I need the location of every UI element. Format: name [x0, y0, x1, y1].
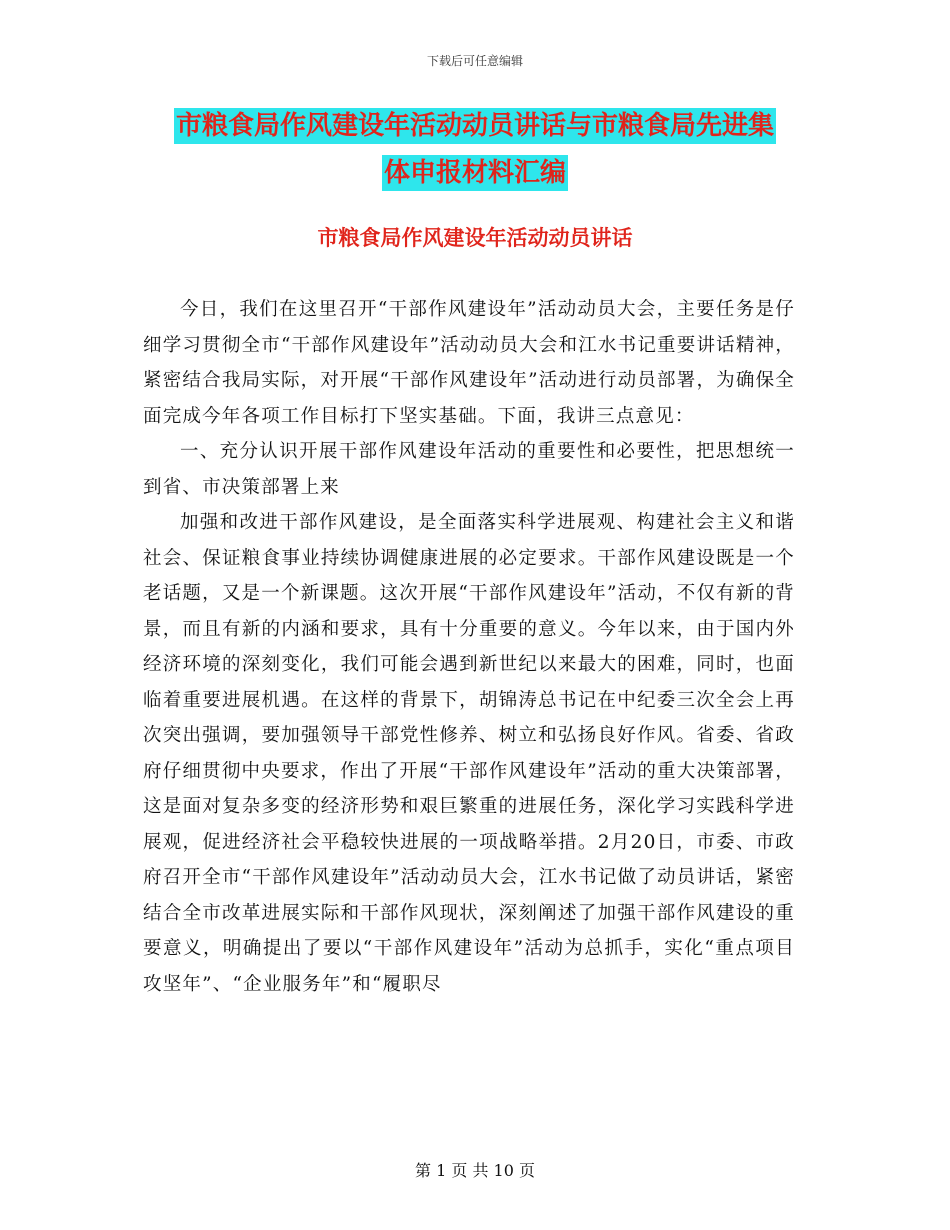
document-title: [140, 108, 810, 202]
paragraph: 今日，我们在这里召开“干部作风建设年”活动动员大会，主要任务是仔细学习贯彻全市“干部作风建设年”活动动员大会和江水书记重要讲话精神，紧密结合我局实际，对开展“干部作风建设年”活动进行动员部署，为确保全面完成今年各项工作目标打下坚实基础。下面，我讲三点意见：: [143, 299, 795, 427]
title-line-2: 体申报材料汇编: [382, 155, 568, 191]
title-line-1: 市粮食局作风建设年活动动员讲话与市粮食局先进集: [174, 108, 776, 144]
paragraph: 加强和改进干部作风建设，是全面落实科学进展观、构建社会主义和谐社会、保证粮食事业持续协调健康进展的必定要求。干部作风建设既是一个老话题，又是一个新课题。这次开展“干部作风建设年”活动，不仅有新的背景，而且有新的内涵和要求，具有十分重要的意义。今年以来，由于国内外经济环境的深刻变化，我们可能会遇到新世纪以来最大的困难，同时，也面临着重要进展机遇。在这样的背景下，胡锦涛总书记在中纪委三次全会上再次突出强调，要加强领导干部党性修养、树立和弘扬良好作风。省委、省政府仔细贯彻中央要求，作出了开展“干部作风建设年”活动的重大决策部署，这是面对复杂多变的经济形势和艰巨繁重的进展任务，深化学习实践科学进展观，促进经济社会平稳较快进展的一项战略举措。2月20日，市委、市政府召开全市“干部作风建设年”活动动员大会，江水书记做了动员讲话，紧密结合全市改革进展实际和干部作风现状，深刻阐述了加强干部作风建设的重要意义，明确提出了要以“干部作风建设年”活动为总抓手，实化“重点项目攻坚年”、“企业服务年”和“履职尽: [143, 512, 795, 995]
page-footer: 第 1 页 共 10 页: [415, 1161, 535, 1180]
header-note: 下载后可任意编辑: [426, 54, 523, 68]
body-text: [143, 292, 795, 1002]
section-heading: 市粮食局作风建设年活动动员讲话: [317, 226, 633, 250]
paragraph: 一、充分认识开展干部作风建设年活动的重要性和必要性，把思想统一到省、市决策部署上来: [143, 441, 795, 498]
